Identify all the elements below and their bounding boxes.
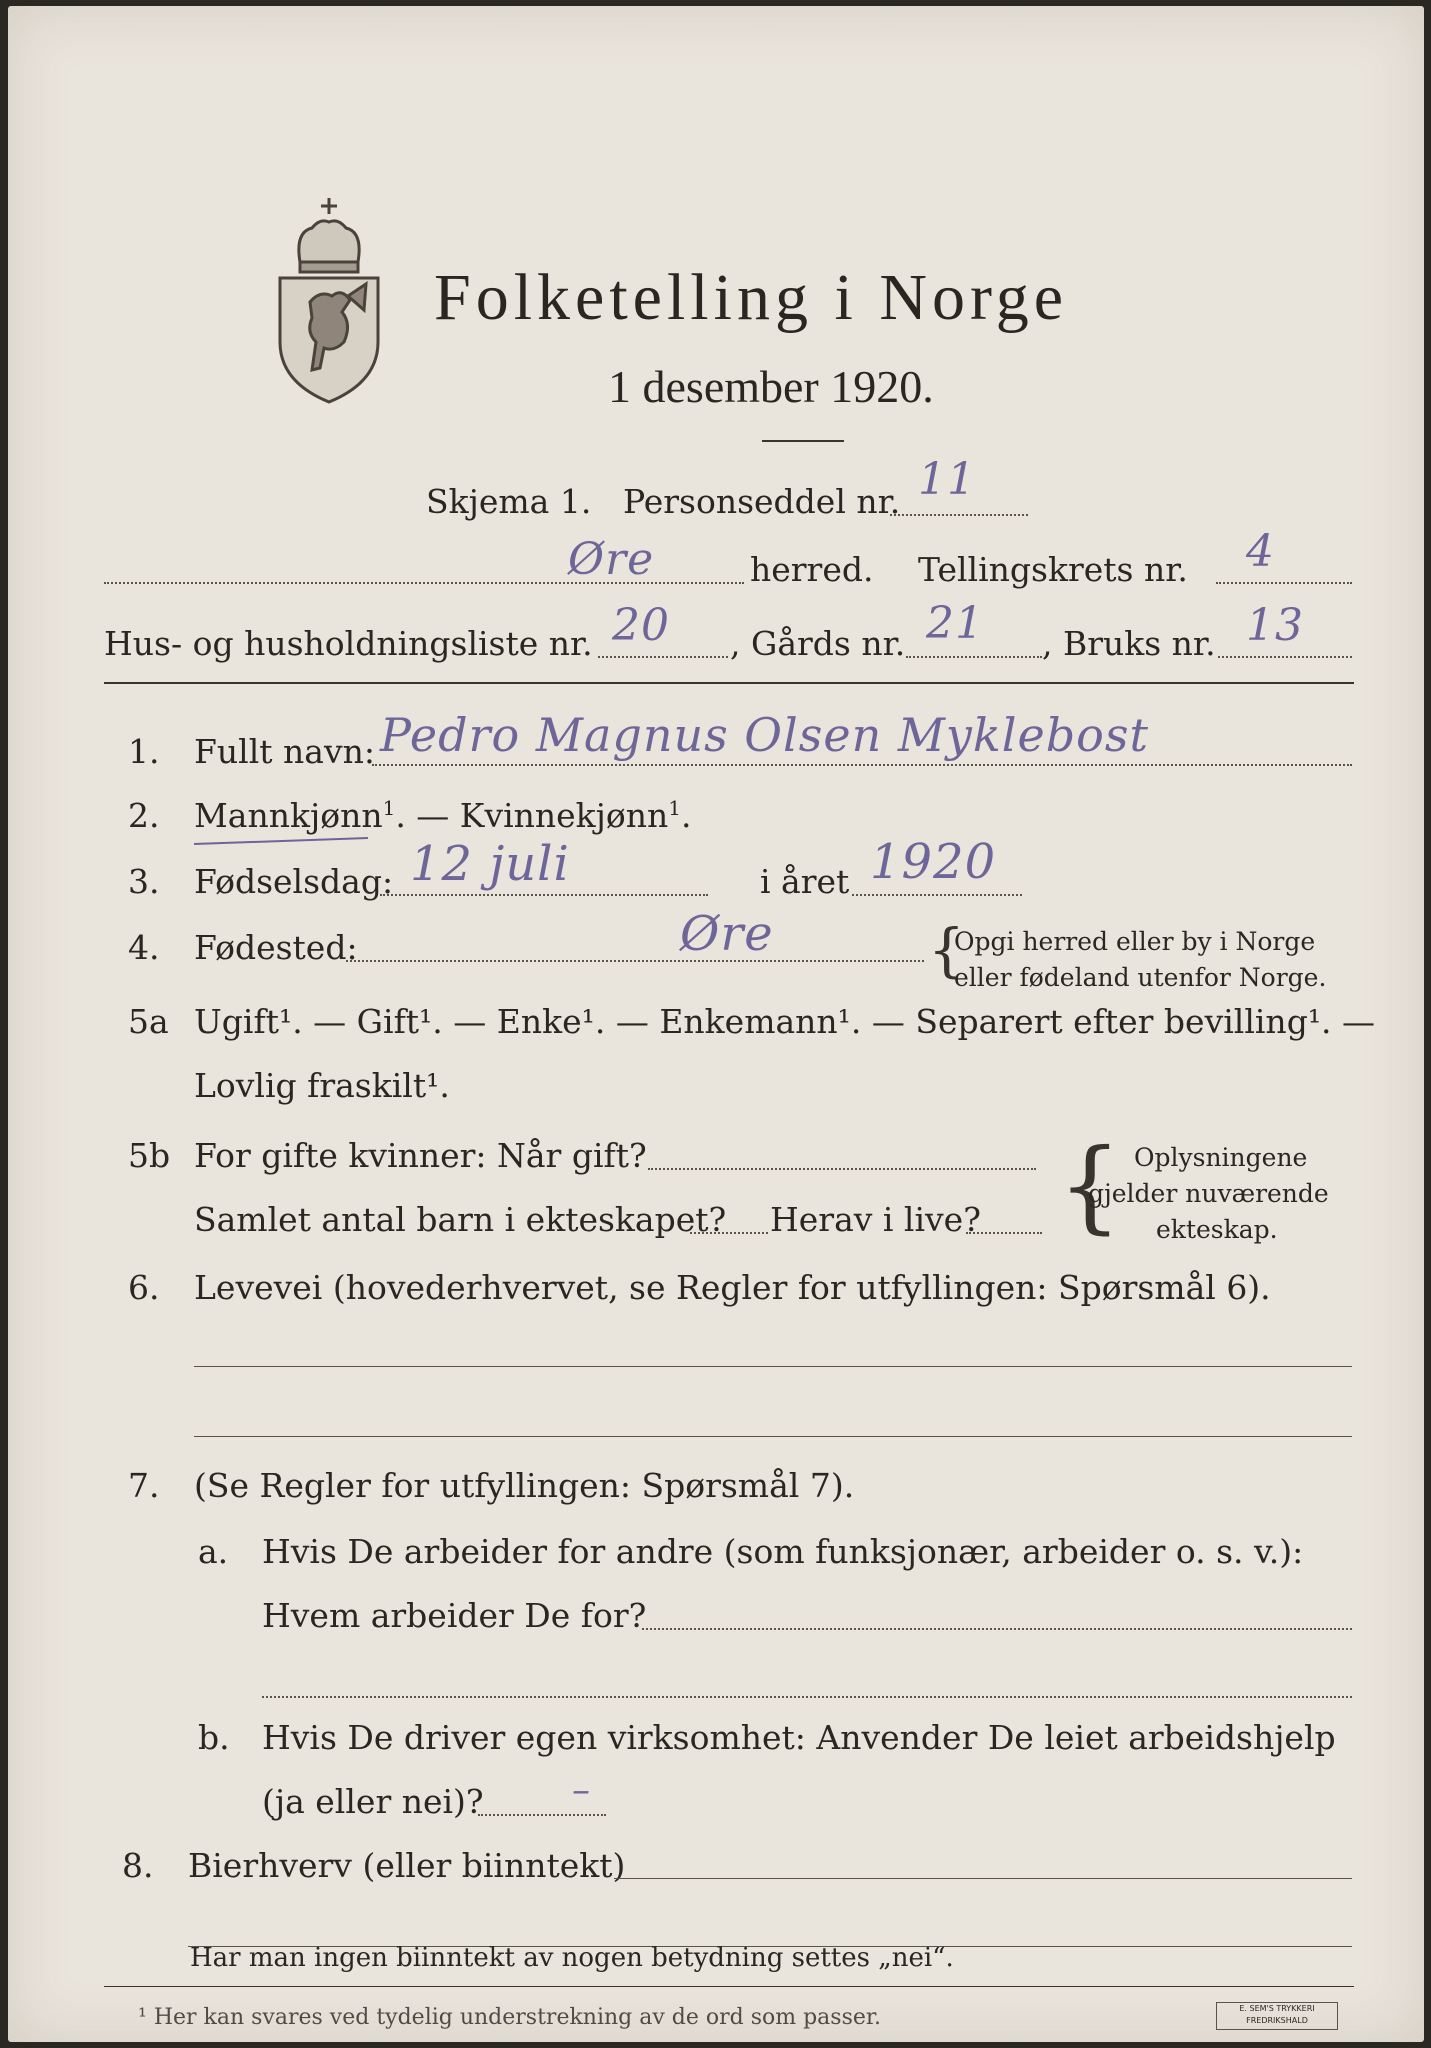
levevei-field-2[interactable] (194, 1436, 1352, 1437)
q4-number: 4. (128, 928, 160, 967)
q6-number: 6. (128, 1268, 160, 1307)
q7-label: (Se Regler for utfyllingen: Spørsmål 7). (194, 1466, 855, 1505)
bierhverv-field[interactable] (614, 1878, 1352, 1879)
tellingskrets-label: Tellingskrets nr. (918, 550, 1188, 589)
personseddel-value: 11 (918, 454, 976, 505)
antal-barn-field[interactable] (690, 1232, 768, 1234)
fullt-navn-value: Pedro Magnus Olsen Myklebost (380, 708, 1149, 762)
census-date: 1 desember 1920. (608, 361, 934, 412)
q7-number: 7. (128, 1466, 160, 1505)
hus-value: 20 (612, 600, 670, 651)
q5b-number: 5b (128, 1136, 171, 1175)
gards-label: , Gårds nr. (730, 624, 906, 663)
q8-label: Bierhverv (eller biinntekt) (188, 1846, 626, 1885)
norwegian-coat-of-arms-icon (270, 192, 388, 406)
herred-label: herred. (750, 550, 874, 589)
personseddel-field[interactable] (890, 514, 1028, 516)
q3-number: 3. (128, 862, 160, 901)
hvem-arbeider-field-2[interactable] (262, 1696, 1352, 1698)
hus-field[interactable] (598, 656, 728, 658)
arbeidshjelp-value: – (572, 1770, 591, 1811)
q5b-line2a: Samlet antal barn i ekteskapet? (194, 1200, 727, 1239)
hus-label: Hus- og husholdningsliste nr. (104, 624, 593, 663)
mannkjonn-underline (194, 837, 368, 845)
fodselsdag-value: 12 juli (410, 836, 570, 892)
form-title: Folketelling i Norge (434, 261, 1069, 334)
q1-number: 1. (128, 732, 160, 771)
q5b-note-1: Oplysningene (1134, 1143, 1308, 1172)
bruks-value: 13 (1246, 600, 1304, 651)
gards-field[interactable] (906, 656, 1042, 658)
q7b-number: b. (198, 1718, 230, 1757)
q1-label: Fullt navn: (194, 732, 375, 771)
kvinnekjonn-option[interactable]: Kvinnekjønn (459, 796, 669, 835)
title-divider (762, 440, 844, 442)
q5a-number: 5a (128, 1002, 169, 1041)
levevei-field[interactable] (194, 1366, 1352, 1367)
nar-gift-field[interactable] (648, 1168, 1036, 1170)
arbeidshjelp-field[interactable] (478, 1814, 606, 1816)
fullt-navn-field[interactable] (372, 764, 1352, 766)
year-value: 1920 (870, 834, 997, 890)
fodested-field[interactable] (346, 960, 924, 962)
gards-value: 21 (926, 598, 984, 649)
herred-value: Øre (568, 534, 655, 585)
q7a-label: Hvis De arbeider for andre (som funksjonær, arbeider o. s. v.): (262, 1532, 1304, 1571)
q5a-options[interactable]: Ugift¹. — Gift¹. — Enke¹. — Enkemann¹. — Separert efter bevilling¹. — (194, 1002, 1376, 1041)
q5a-options-line2[interactable]: Lovlig fraskilt¹. (194, 1066, 450, 1105)
q5b-brace: { (1058, 1127, 1122, 1244)
q2-number: 2. (128, 796, 160, 835)
q5b-line1: For gifte kvinner: Når gift? (194, 1136, 647, 1175)
footnote: ¹ Her kan svares ved tydelig understrekning av de ord som passer. (138, 2005, 881, 2030)
tellingskrets-value: 4 (1246, 526, 1275, 577)
q7a-sub: Hvem arbeider De for? (262, 1596, 647, 1635)
q3-label: Fødselsdag: (194, 862, 394, 901)
fodselsdag-field[interactable] (380, 894, 708, 896)
hvem-arbeider-field[interactable] (642, 1628, 1352, 1630)
tellingskrets-field[interactable] (1216, 582, 1352, 584)
mannkjonn-option[interactable]: Mannkjønn (194, 796, 383, 835)
q4-note-2: eller fødeland utenfor Norge. (954, 963, 1327, 992)
fodested-value: Øre (680, 906, 774, 962)
q4-note-1: Opgi herred eller by i Norge (954, 927, 1316, 956)
year-field[interactable] (852, 894, 1022, 896)
skjema-label: Skjema 1. (426, 482, 592, 521)
herav-i-live-field[interactable] (966, 1232, 1042, 1234)
q5b-line2b: Herav i live? (770, 1200, 981, 1239)
footer-note: Har man ingen biinntekt av nogen betydning settes „nei“. (190, 1943, 954, 1973)
q8-number: 8. (122, 1846, 154, 1885)
year-label: i året (760, 862, 850, 901)
header-rule (104, 682, 1354, 684)
personseddel-label: Personseddel nr. (623, 482, 901, 521)
q7a-number: a. (198, 1532, 229, 1571)
census-form-page (8, 6, 1424, 2042)
q4-brace: { (928, 916, 965, 984)
q6-label: Levevei (hovederhvervet, se Regler for utfyllingen: Spørsmål 6). (194, 1268, 1271, 1307)
bruks-label: , Bruks nr. (1042, 624, 1216, 663)
q5b-note-2: gjelder nuværende (1088, 1179, 1329, 1208)
bruks-field[interactable] (1218, 656, 1352, 658)
q2-options: Mannkjønn$^1$. — Kvinnekjønn$^1$. (194, 796, 692, 835)
q5b-note-3: ekteskap. (1156, 1215, 1278, 1244)
q7b-label: Hvis De driver egen virksomhet: Anvender De leiet arbeidshjelp (262, 1718, 1336, 1757)
q7b-sub: (ja eller nei)? (262, 1782, 484, 1821)
q4-label: Fødested: (194, 928, 358, 967)
printer-stamp: E. SEM'S TRYKKERI FREDRIKSHALD (1216, 2002, 1338, 2030)
footer-rule (104, 1986, 1354, 1987)
